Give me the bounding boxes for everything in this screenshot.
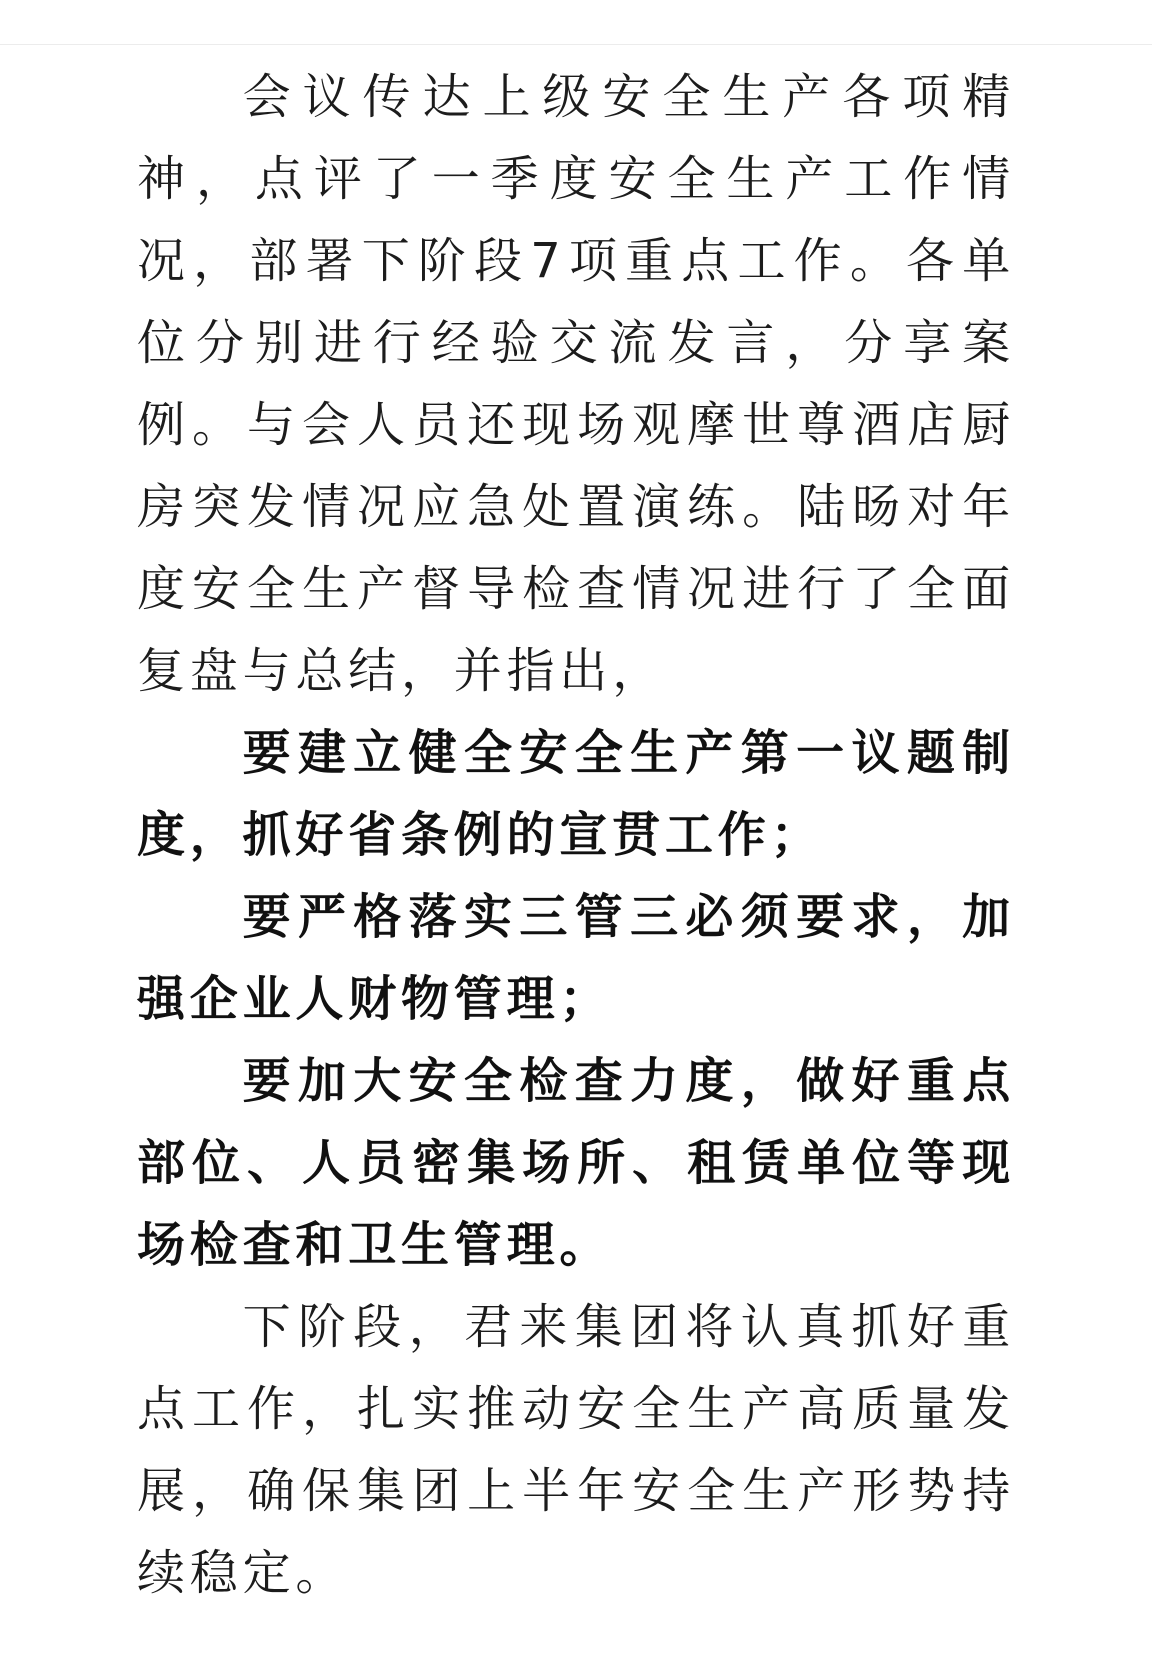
- paragraph-meeting-summary: 会议传达上级安全生产各项精神，点评了一季度安全生产工作情况，部署下阶段7项重点工作。各单位分别进行经验交流发言，分享案例。与会人员还现场观摩世尊酒店厨房突发情况应急处置演练。陆旸对年度安全生产督导检查情况进行了全面复盘与总结，并指出，: [137, 69, 1015, 699]
- paragraph-next-stage: 下阶段，君来集团将认真抓好重点工作，扎实推动安全生产高质量发展，确保集团上半年安全生产形势持续稳定。: [137, 1299, 1015, 1601]
- paragraph-requirement-inspection: 要加大安全检查力度，做好重点部位、人员密集场所、租赁单位等现场检查和卫生管理。: [137, 1053, 1015, 1273]
- paragraph-requirement-first-topic: 要建立健全安全生产第一议题制度，抓好省条例的宣贯工作；: [137, 725, 1015, 863]
- top-divider: [0, 44, 1152, 45]
- paragraph-requirement-management: 要严格落实三管三必须要求，加强企业人财物管理；: [137, 889, 1015, 1027]
- article-body: [137, 56, 1015, 1614]
